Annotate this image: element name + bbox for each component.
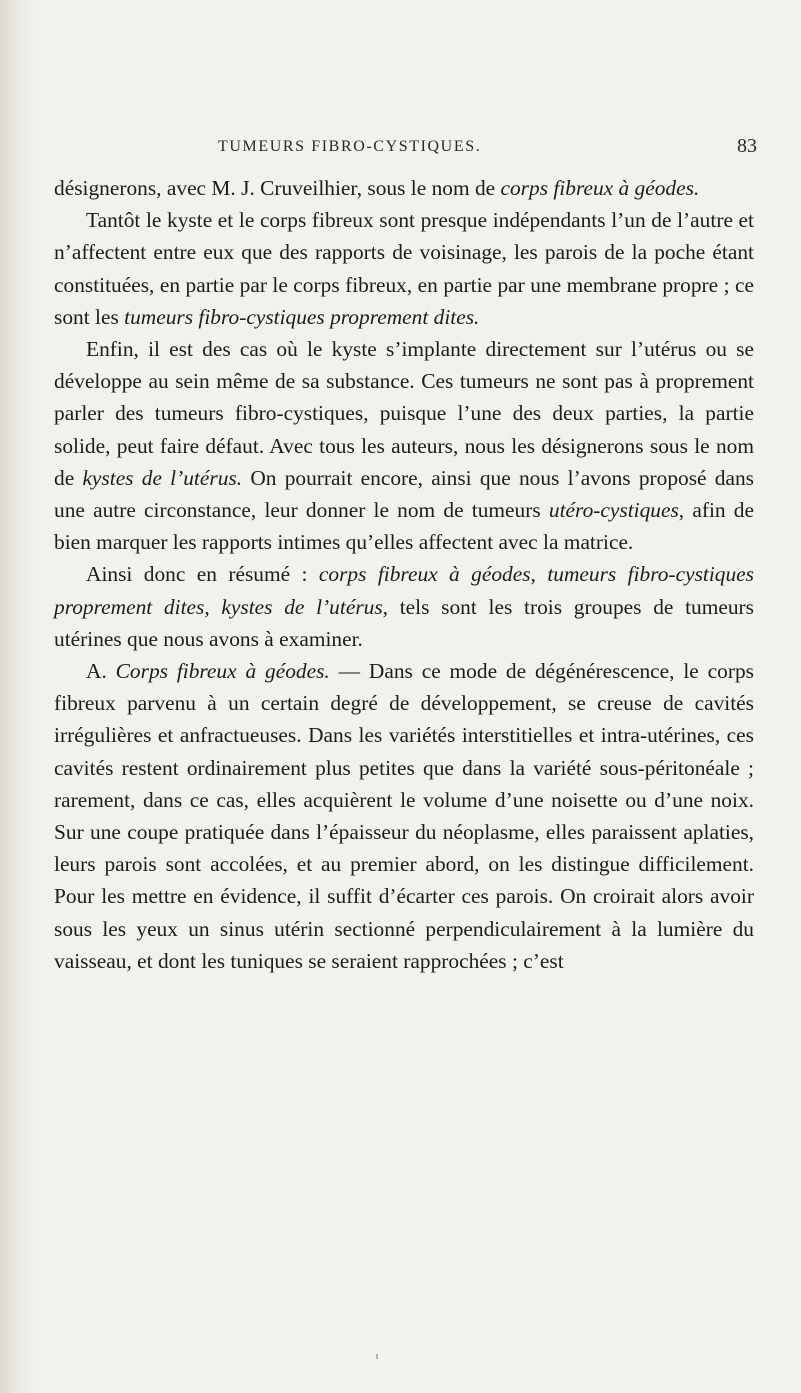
text-run: A. bbox=[86, 659, 116, 684]
text-run: , tels sont les trois groupes de tumeurs utérines que nous avons à examiner. bbox=[54, 594, 755, 651]
text-run: désignerons, avec M. J. Cruveilhier, sous le nom de bbox=[54, 176, 501, 200]
italic-text: kystes de l’utérus bbox=[221, 594, 383, 619]
running-head bbox=[0, 135, 801, 162]
text-run: Tantôt le kyste et le corps fibreux sont presque indépendants l’un de l’autre et n’affectent entre eux que des rapports de voisinage, les parois de la poche étant constituées, en partie par le corps fibreux, en partie par une membrane propre ; ce sont les bbox=[54, 208, 754, 329]
body-text bbox=[54, 172, 754, 977]
text-run: On pourrait encore, ainsi que nous l’avons proposé dans une autre circonstance, leur donner le nom de tumeurs bbox=[54, 465, 754, 523]
paragraph bbox=[54, 558, 754, 655]
paragraph bbox=[54, 204, 754, 333]
text-run: , bbox=[530, 562, 548, 587]
italic-text: corps fibreux à géodes bbox=[318, 562, 531, 587]
italic-text: Corps fibreux à géodes. bbox=[115, 659, 330, 684]
running-title: TUMEURS FIBRO-CYSTIQUES. bbox=[218, 138, 482, 155]
text-run: , bbox=[204, 594, 222, 619]
text-run: Enfin, il est des cas où le kyste s’implante directement sur l’utérus ou se développe au sein même de sa substance. Ces tumeurs ne sont pas à proprement parler des tumeurs fibro-cystiques, puisque l’une des deux parties, la partie solide, peut faire défaut. Avec tous les auteurs, nous les désignerons sous le nom de bbox=[54, 337, 754, 490]
binding-shadow bbox=[0, 0, 36, 1393]
paper-speck bbox=[376, 1354, 378, 1359]
page-number: 83 bbox=[737, 135, 757, 157]
paragraph bbox=[54, 333, 754, 558]
text-run: — Dans ce mode de dégénérescence, le corps fibreux parvenu à un certain degré de développement, se creuse de cavités irrégulières et anfractueuses. Dans les variétés interstitielles et intra-utérines, ces cavités restent ordinairement plus petites que dans la variété sous-péritonéale ; rarement, dans ce cas, elles acquièrent le volume d’une noisette ou d’une noix. Sur une coupe pratiquée dans l’épaisseur du néoplasme, elles paraissent aplaties, leurs parois sont accolées, et au premier abord, on les distingue difficilement. Pour les mettre en évidence, il suffit d’écarter ces parois. On croirait alors avoir sous les yeux un sinus utérin sectionné perpendiculairement à la lumière du vaisseau, et dont les tuniques se seraient rapprochées ; c’est bbox=[54, 659, 754, 973]
italic-text: kystes de l’utérus. bbox=[82, 465, 243, 490]
italic-text: utéro-cystiques bbox=[548, 498, 679, 523]
paragraph bbox=[54, 172, 754, 204]
italic-text: tumeurs fibro-cystiques proprement dites. bbox=[124, 304, 480, 329]
paragraph bbox=[54, 655, 754, 977]
italic-text: corps fibreux à géodes. bbox=[500, 176, 700, 200]
italic-text: tumeurs fibro-cystiques proprement dites bbox=[54, 562, 754, 619]
text-run: Ainsi donc en résumé : bbox=[86, 562, 319, 587]
text-run: , afin de bien marquer les rapports intimes qu’elles affectent avec la matrice. bbox=[54, 498, 754, 555]
